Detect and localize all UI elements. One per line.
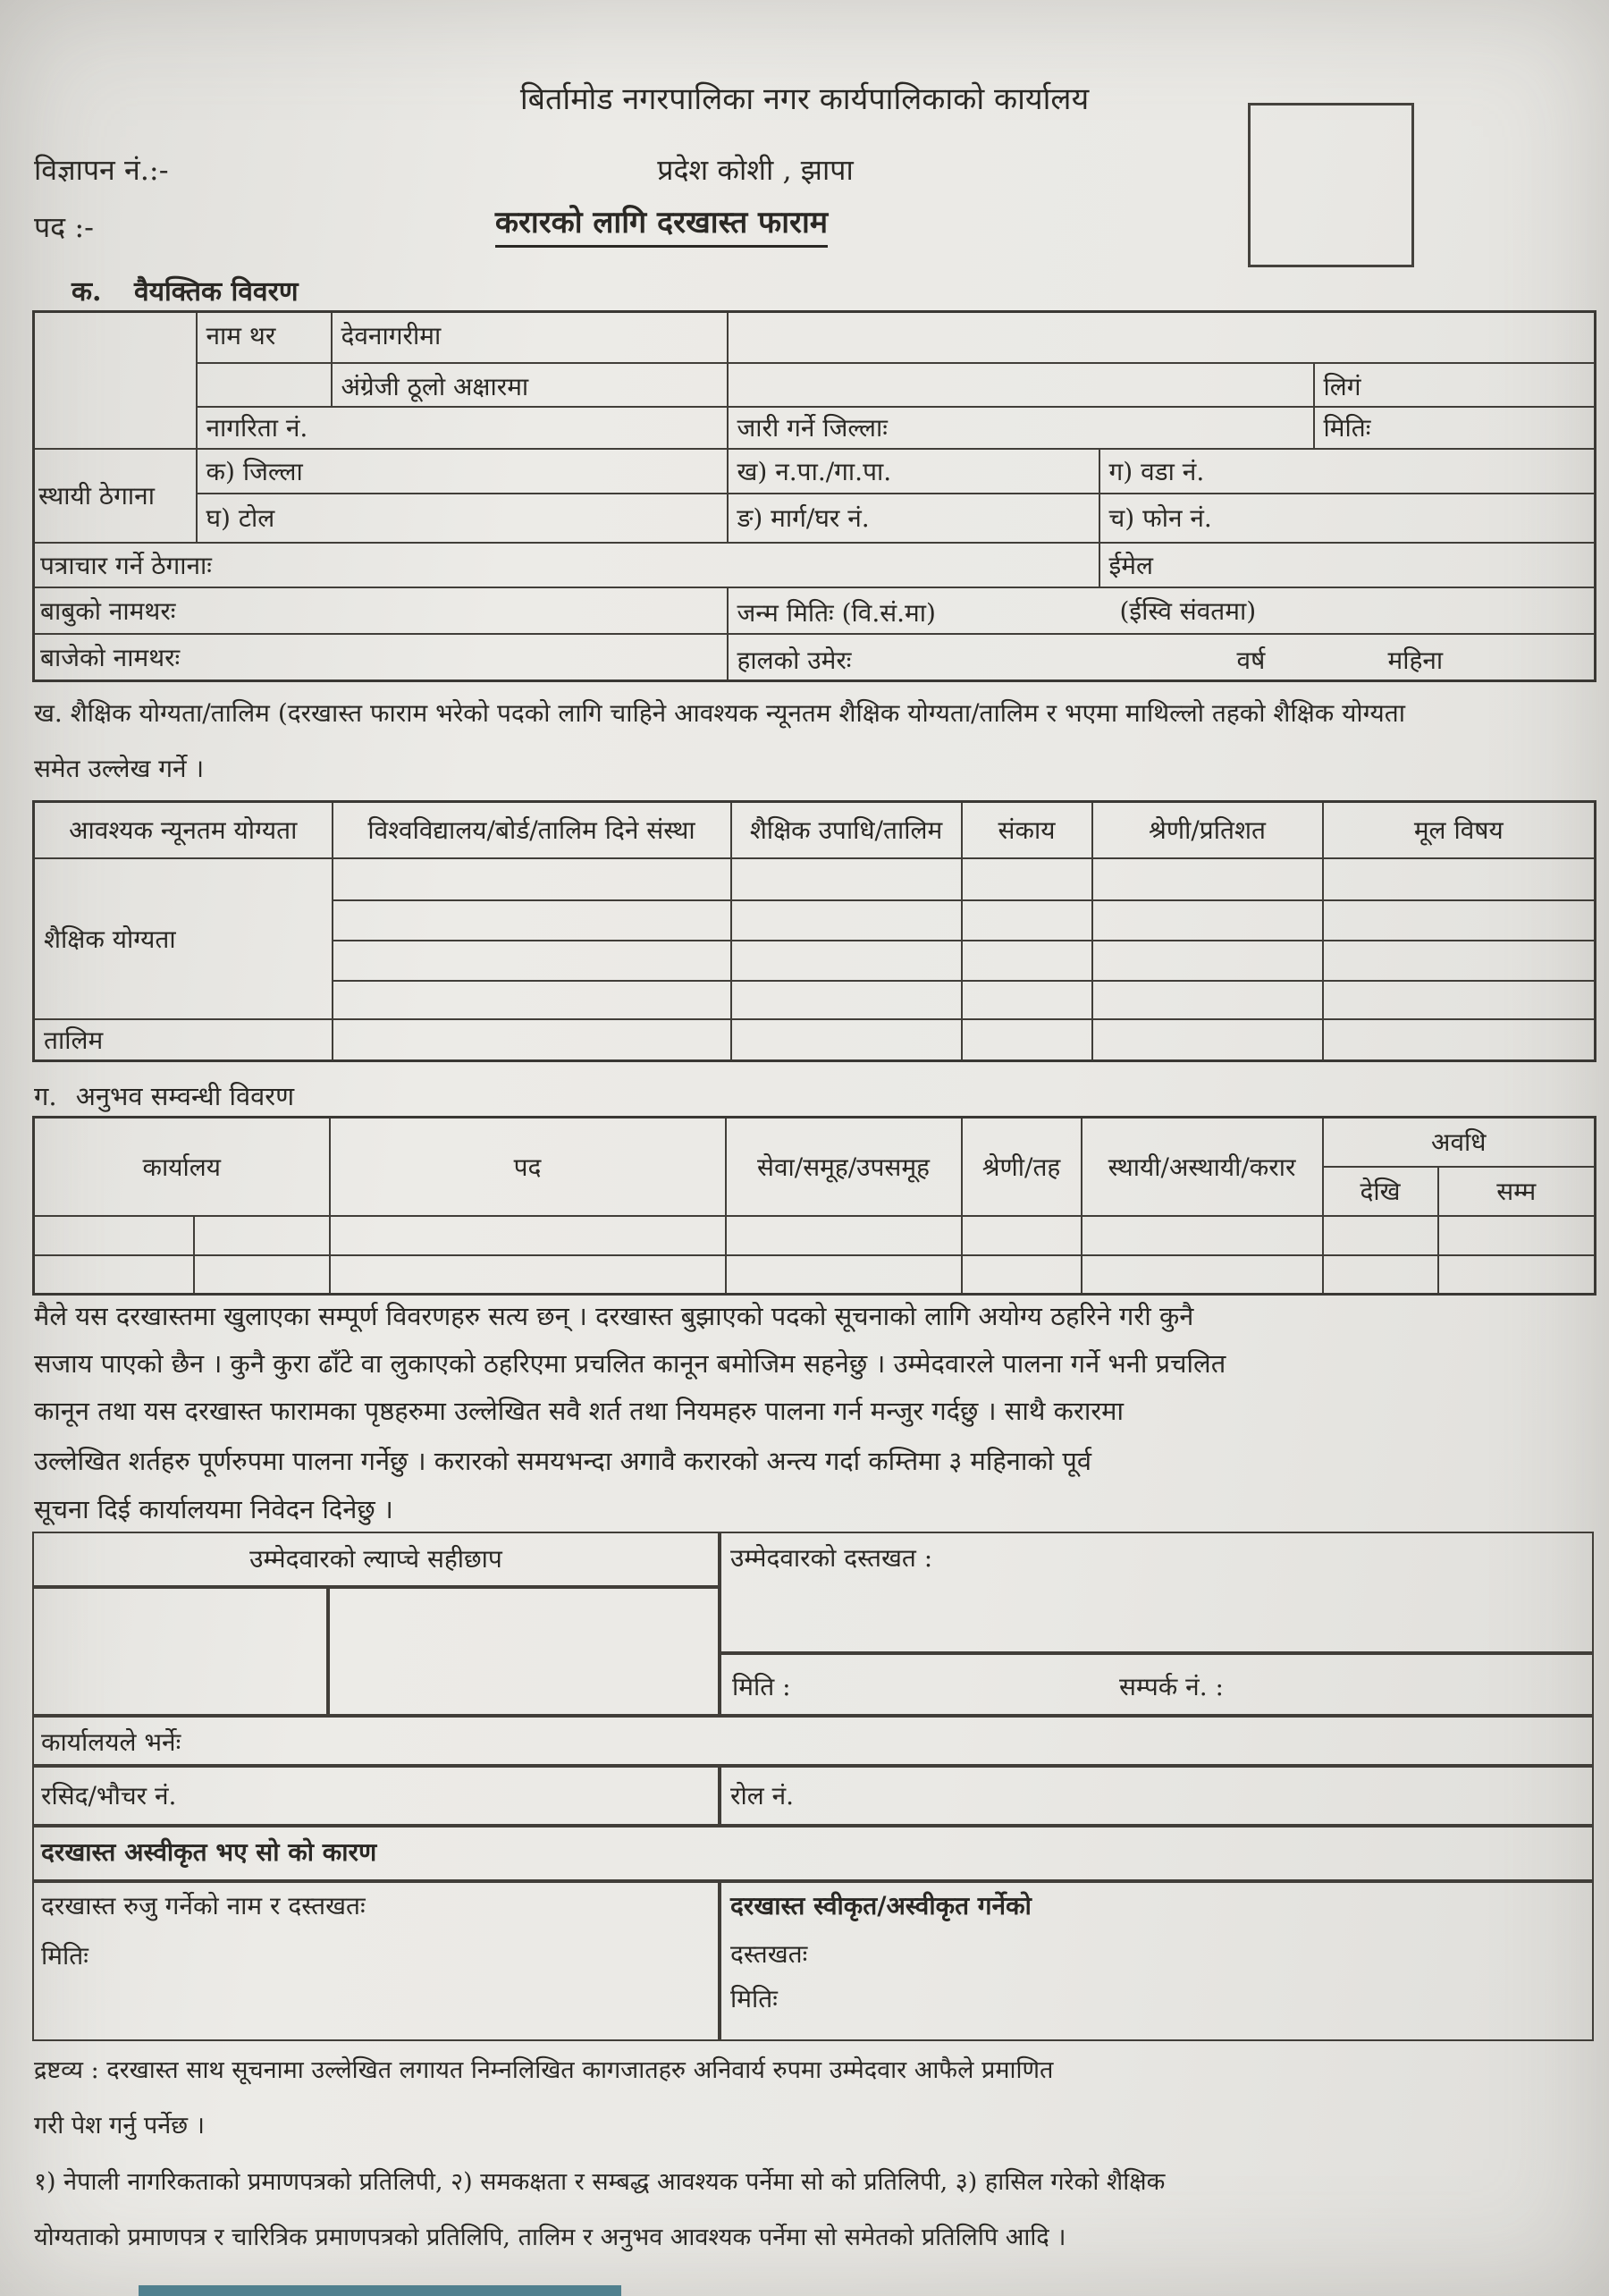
col-degree: शैक्षिक उपाधि/तालिम (731, 802, 962, 858)
empty-cell (962, 941, 1092, 981)
verifier-label: दरखास्त रुजु गर्नेको नाम र दस्तखतः (41, 1891, 366, 1920)
street-house-label-cell: ङ) मार्ग/घर नं. (728, 494, 1099, 543)
municipality-label-cell: ख) न.पा./गा.पा. (728, 449, 1099, 494)
office-title: बिर्तामोड नगरपालिका नगर कार्यपालिकाको कार्यालय (519, 81, 1090, 117)
grandfather-name-label-cell: बाजेको नामथरः (34, 634, 728, 681)
empty-cell (34, 1216, 194, 1255)
col-period: अवधि (1323, 1118, 1596, 1167)
footnote-line: गरी पेश गर्नु पर्नेछ । (34, 2112, 205, 2140)
empty-cell (1092, 981, 1323, 1019)
approver-cell (720, 1881, 1594, 2041)
empty-cell (333, 981, 731, 1019)
section-a-marker: क. (72, 276, 102, 308)
table-row (34, 494, 1596, 543)
education-table (32, 800, 1596, 1062)
current-age-label: हालको उमेरः (737, 645, 852, 675)
age-years-label: वर्ष (1236, 645, 1266, 675)
empty-cell (1323, 858, 1596, 900)
thumbprint-box-left (32, 1587, 328, 1716)
approver-signature-label: दस्तखतः (730, 1939, 808, 1969)
table-header-row (34, 802, 1596, 858)
office-use-label: कार्यालयले भर्नेः (41, 1727, 181, 1757)
col-main-subject: मूल विषय (1323, 802, 1596, 858)
empty-cell (962, 858, 1092, 900)
thumbprint-header-cell (32, 1532, 720, 1587)
receipt-voucher-label: रसिद/भौचर नं. (41, 1781, 177, 1811)
empty-cell (1323, 1216, 1438, 1255)
birth-date-ad-label: (ईस्वि संवतमा) (1119, 595, 1257, 626)
empty-cell (330, 1216, 726, 1255)
name-devanagari-input-cell (728, 312, 1596, 363)
col-period-from: देखि (1323, 1167, 1438, 1216)
col-class-level: श्रेणी/तह (962, 1118, 1082, 1216)
col-institution: विश्वविद्यालय/बोर्ड/तालिम दिने संस्था (333, 802, 731, 858)
advertisement-number-label: विज्ञापन नं.:- (34, 153, 169, 187)
section-b-intro-line2: समेत उल्लेख गर्ने । (34, 754, 205, 783)
col-office: कार्यालय (34, 1118, 330, 1216)
serial-cell (34, 312, 197, 449)
email-label-cell: ईमेल (1099, 543, 1596, 587)
col-service-group: सेवा/समूह/उपसमूह (726, 1118, 962, 1216)
approver-label: दरखास्त स्वीकृत/अस्वीकृत गर्नेको (730, 1891, 1032, 1920)
section-b-intro-line1: ख. शैक्षिक योग्यता/तालिम (दरखास्त फाराम भरेको पदको लागि चाहिने आवश्यक न्यूनतम शैक्षिक योग्यता/तालिम र भएमा माथिल्लो तहको शैक्षिक योग्यता (34, 698, 1405, 728)
empty-cell (726, 1255, 962, 1295)
empty-cell (1323, 900, 1596, 941)
education-group-label-cell: शैक्षिक योग्यता (34, 858, 333, 1019)
table-row (34, 858, 1596, 900)
empty-cell (1092, 941, 1323, 981)
empty-cell (1323, 981, 1596, 1019)
rejection-reason-cell (32, 1826, 1594, 1881)
verifier-cell (32, 1881, 720, 2041)
declaration-line: उल्लेखित शर्तहरु पूर्णरुपमा पालना गर्नेछु । करारको समयभन्दा अगावै करारको अन्त्य गर्दा कम्तिमा ३ महिनाको पूर्व (34, 1446, 1091, 1476)
thumbprint-label: उम्मेदवारको ल्याप्चे सहीछाप (249, 1544, 502, 1574)
table-row (34, 407, 1596, 449)
declaration-line: सूचना दिई कार्यालयमा निवेदन दिनेछु । (34, 1494, 393, 1524)
empty-cell (731, 858, 962, 900)
empty-cell (34, 1255, 194, 1295)
empty-cell (1092, 1019, 1323, 1061)
training-group-label-cell: तालिम (34, 1019, 333, 1061)
ward-no-label-cell: ग) वडा नं. (1099, 449, 1596, 494)
empty-cell (1438, 1216, 1596, 1255)
table-row (34, 634, 1596, 681)
section-a-heading (72, 272, 299, 308)
name-english-input-cell (728, 363, 1314, 407)
section-c-title: अनुभव सम्वन्धी विवरण (75, 1081, 295, 1111)
col-faculty: संकाय (962, 802, 1092, 858)
declaration-line: मैले यस दरखास्तमा खुलाएका सम्पूर्ण विवरणहरु सत्य छन् । दरखास्त बुझाएको पदको सूचनाको लागि अयोग्य ठहरिने गरी कुनै (34, 1301, 1194, 1331)
empty-cell (1323, 941, 1596, 981)
devanagari-label-cell: देवनागरीमा (332, 312, 728, 363)
empty-cell (731, 1019, 962, 1061)
empty-cell (333, 900, 731, 941)
birth-date-cell (728, 587, 1596, 634)
post-label: पद :- (34, 210, 94, 244)
empty-cell (962, 1255, 1082, 1295)
declaration-line: कानून तथा यस दरखास्त फारामका पृष्ठहरुमा उल्लेखित सवै शर्त तथा नियमहरु पालना गर्न मन्जुर गर्दछु । साथै करारमा (34, 1396, 1125, 1426)
personal-details-table (32, 310, 1596, 682)
scan-artifact-strip (139, 2285, 621, 2296)
age-months-label: महिना (1387, 645, 1444, 675)
table-row (34, 449, 1596, 494)
roll-no-cell (720, 1766, 1594, 1826)
empty-cell (1323, 1019, 1596, 1061)
gender-label-cell: लिगं (1314, 363, 1596, 407)
empty-cell (726, 1216, 962, 1255)
roll-no-label: रोल नं. (730, 1781, 795, 1811)
empty-cell (962, 1019, 1092, 1061)
citizenship-no-label-cell: नागरिता नं. (197, 407, 728, 449)
declaration-line: सजाय पाएको छैन । कुनै कुरा ढाँटे वा लुकाएको ठहरिएमा प्रचलित कानून बमोजिम सहनेछु । उम्मेदवारले पालना गर्ने भनी प्रचलित (34, 1348, 1226, 1379)
office-use-header-cell (32, 1716, 1594, 1766)
section-c-marker: ग. (34, 1081, 57, 1111)
father-name-label-cell: बाबुको नामथरः (34, 587, 728, 634)
signature-date-contact-cell (720, 1653, 1594, 1716)
birth-date-bs-label: जन्म मितिः (वि.सं.मा) (737, 597, 936, 628)
empty-cell (962, 981, 1092, 1019)
empty-cell (333, 858, 731, 900)
empty-cell (197, 363, 332, 407)
province-line: प्रदेश कोशी , झापा (657, 153, 854, 187)
footnote-line: योग्यताको प्रमाणपत्र र चारित्रिक प्रमाणपत्रको प्रतिलिपि, तालिम र अनुभव आवश्यक पर्नेमा सो समेतको प्रतिलिपि आदि । (34, 2224, 1066, 2251)
col-min-qualification: आवश्यक न्यूनतम योग्यता (34, 802, 333, 858)
mailing-address-label-cell: पत्राचार गर्ने ठेगानाः (34, 543, 1099, 587)
empty-cell (1082, 1255, 1323, 1295)
rejection-reason-label: दरखास्त अस्वीकृत भए सो को कारण (41, 1837, 377, 1867)
receipt-voucher-cell (32, 1766, 720, 1826)
empty-cell (333, 1019, 731, 1061)
col-post: पद (330, 1118, 726, 1216)
footnote-line: द्रष्टव्य : दरखास्त साथ सूचनामा उल्लेखित लगायत निम्नलिखित कागजातहरु अनिवार्य रुपमा उम्मेदवार आफैले प्रमाणित (34, 2056, 1054, 2084)
form-title: करारको लागि दरखास्त फाराम (495, 200, 828, 248)
experience-table (32, 1116, 1596, 1296)
empty-cell (962, 900, 1092, 941)
table-row (34, 543, 1596, 587)
section-a-title: वैयक्तिक विवरण (133, 276, 299, 308)
empty-cell (1092, 858, 1323, 900)
table-header-row (34, 1118, 1596, 1167)
empty-cell (194, 1255, 330, 1295)
empty-cell (1092, 900, 1323, 941)
issue-date-label-cell: मितिः (1314, 407, 1596, 449)
empty-cell (962, 1216, 1082, 1255)
current-age-cell (728, 634, 1596, 681)
table-row (34, 312, 1596, 363)
name-label-cell: नाम थर (197, 312, 332, 363)
candidate-signature-label: उम्मेदवारको दस्तखत : (730, 1543, 933, 1573)
footnote-line: १) नेपाली नागरिकताको प्रमाणपत्रको प्रतिलिपी, २) समकक्षता र सम्बद्ध आवश्यक पर्नेमा सो को प्रतिलिपी, ३) हासिल गरेको शैक्षिक (34, 2168, 1166, 2196)
col-period-to: सम्म (1438, 1167, 1596, 1216)
empty-cell (1438, 1255, 1596, 1295)
candidate-signature-cell (720, 1532, 1594, 1653)
form-title-wrap (0, 200, 1323, 248)
empty-cell (731, 941, 962, 981)
table-row (34, 1255, 1596, 1295)
empty-cell (731, 900, 962, 941)
contact-number-label: सम्पर्क नं. : (1119, 1672, 1224, 1701)
col-employment-type: स्थायी/अस्थायी/करार (1082, 1118, 1323, 1216)
table-row (34, 1216, 1596, 1255)
section-c-heading (34, 1078, 294, 1113)
col-division: श्रेणी/प्रतिशत (1092, 802, 1323, 858)
english-caps-label-cell: अंग्रेजी ठूलो अक्षारमा (332, 363, 728, 407)
photo-box (1248, 103, 1414, 267)
empty-cell (333, 941, 731, 981)
empty-cell (194, 1216, 330, 1255)
permanent-address-label-cell: स्थायी ठेगाना (34, 449, 197, 543)
empty-cell (1082, 1216, 1323, 1255)
verifier-date-label: मितिः (41, 1941, 88, 1971)
table-row (34, 587, 1596, 634)
phone-label-cell: च) फोन नं. (1099, 494, 1596, 543)
tole-label-cell: घ) टोल (197, 494, 728, 543)
signature-date-label: मिति : (732, 1672, 791, 1701)
empty-cell (330, 1255, 726, 1295)
empty-cell (731, 981, 962, 1019)
approver-date-label: मितिः (730, 1984, 778, 2013)
empty-cell (1323, 1255, 1438, 1295)
table-row (34, 363, 1596, 407)
issue-district-label-cell: जारी गर्ने जिल्लाः (728, 407, 1314, 449)
table-row (34, 1019, 1596, 1061)
district-label-cell: क) जिल्ला (197, 449, 728, 494)
thumbprint-box-right (328, 1587, 720, 1716)
